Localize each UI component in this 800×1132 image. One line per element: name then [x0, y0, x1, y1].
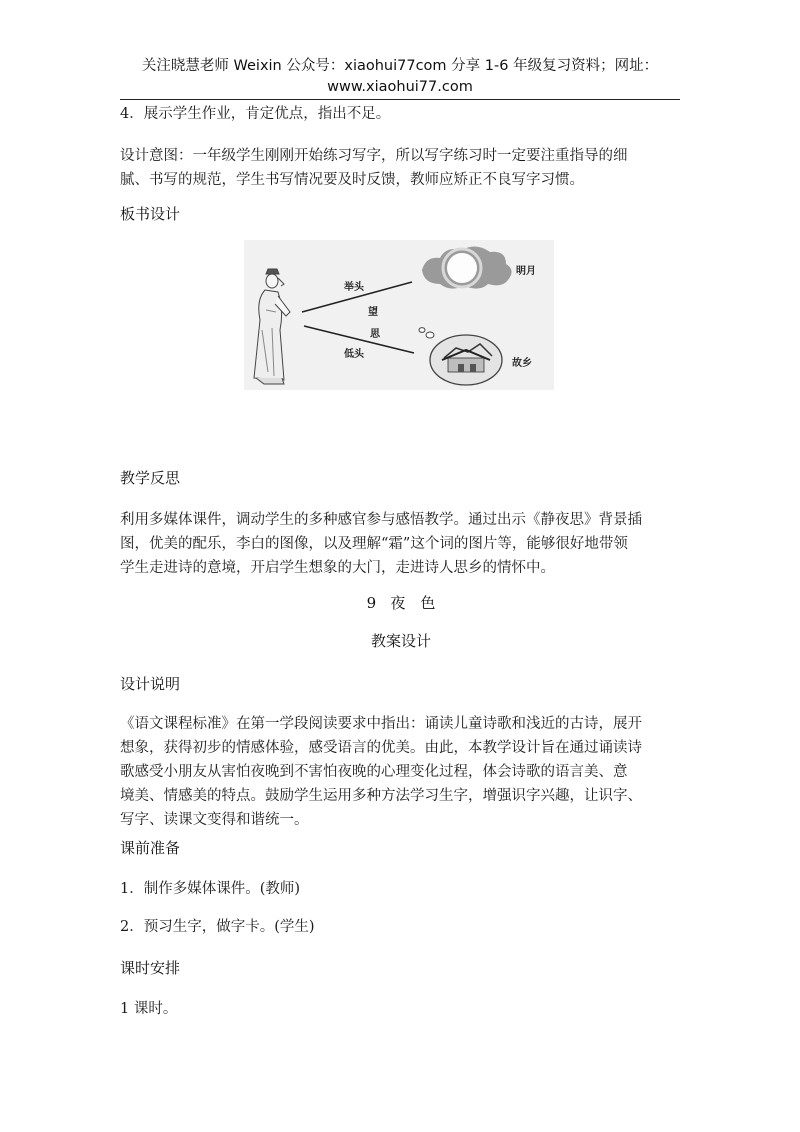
design-note-heading: 设计说明 [120, 675, 181, 693]
prep-item-1: 1．制作多媒体课件。(教师) [120, 881, 301, 897]
step-4-text: 4．展示学生作业，肯定优点，指出不足。 [120, 106, 391, 122]
reflection-paragraph [120, 508, 682, 580]
prep-item-2: 2．预习生字，做字卡。(学生) [120, 919, 315, 935]
board-diagram [244, 240, 554, 390]
design-note-line-2: 想象，获得初步的情感体验，感受语言的优美。由此，本教学设计旨在通过诵读诗 [120, 740, 642, 756]
schedule-heading: 课时安排 [120, 959, 181, 977]
header-line-1: 关注晓慧老师 Weixin 公众号：xiaohui77com 分享 1-6 年级复习资料；网址： [141, 58, 659, 74]
board-design-figure [244, 240, 554, 390]
label-gu-xiang: 故乡 [512, 358, 532, 369]
lesson-name: 夜 色 [390, 594, 436, 612]
schedule-text: 1 课时。 [120, 1001, 178, 1017]
label-di-tou: 低头 [344, 349, 364, 360]
reflection-line-3: 学生走进诗的意境，开启学生想象的大门，走进诗人思乡的情怀中。 [120, 560, 555, 576]
header-line-2: www.xiaohui77.com [327, 79, 473, 95]
design-intent-paragraph [120, 144, 682, 192]
label-ming-yue: 明月 [516, 266, 536, 277]
design-note-line-4: 境美、情感美的特点。鼓励学生运用多种方法学习生字，增强识字兴趣，让识字、 [120, 788, 642, 804]
lesson-number: 9 [366, 594, 377, 612]
lesson-subtitle: 教案设计 [370, 632, 431, 650]
label-ju-tou: 举头 [344, 282, 364, 293]
design-intent-line-1: 设计意图：一年级学生刚刚开始练习写字，所以写字练习时一定要注重指导的细 [120, 148, 628, 164]
design-note-line-3: 歌感受小朋友从害怕夜晚到不害怕夜晚的心理变化过程，体会诗歌的语言美、意 [120, 764, 628, 780]
design-note-line-1: 《语文课程标准》在第一学段阅读要求中指出：诵读儿童诗歌和浅近的古诗，展开 [120, 716, 642, 732]
moon-image [422, 246, 512, 288]
board-design-heading: 板书设计 [120, 205, 181, 223]
poet-figure-image [254, 269, 290, 384]
label-si: 思 [370, 329, 380, 340]
design-intent-line-2: 腻、书写的规范，学生书写情况要及时反馈，教师应矫正不良写字习惯。 [120, 172, 584, 188]
prep-heading: 课前准备 [120, 839, 181, 857]
design-note-paragraph [120, 712, 682, 832]
thought-bubbles-icon [419, 328, 434, 338]
reflection-line-2: 图，优美的配乐，李白的图像，以及理解“霜”这个词的图片等，能够很好地带领 [120, 536, 628, 552]
hometown-image [430, 335, 502, 385]
reflection-heading: 教学反思 [120, 469, 181, 487]
label-wang: 望 [368, 307, 378, 318]
reflection-line-1: 利用多媒体课件，调动学生的多种感官参与感悟教学。通过出示《静夜思》背景插 [120, 512, 642, 528]
design-note-line-5: 写字、读课文变得和谐统一。 [120, 812, 309, 828]
header-divider [120, 99, 680, 100]
lesson-title [120, 592, 682, 614]
page-header [120, 56, 680, 98]
